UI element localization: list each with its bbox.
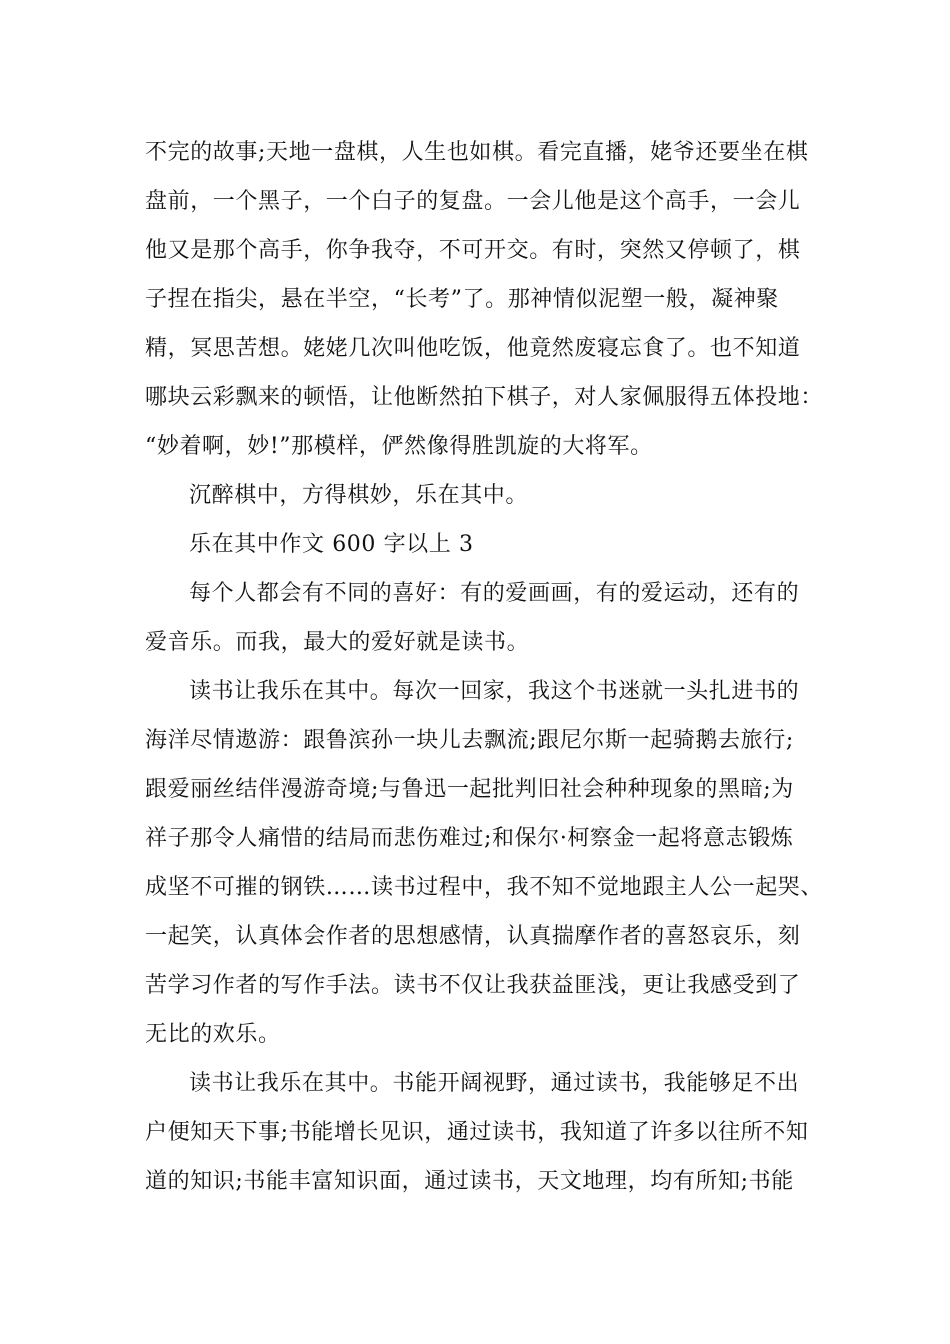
- text-line: 子捏在指尖，悬在半空，“长考”了。那神情似泥塑一般，凝神聚: [145, 287, 779, 312]
- paragraph-line: 沉醉棋中，方得棋妙，乐在其中。: [189, 483, 529, 508]
- text-line: 跟爱丽丝结伴漫游奇境;与鲁迅一起批判旧社会种种现象的黑暗;为: [145, 777, 794, 802]
- text-line: 不完的故事;天地一盘棋，人生也如棋。看完直播，姥爷还要坐在棋: [145, 140, 809, 165]
- text-line: 无比的欢乐。: [145, 1022, 281, 1047]
- paragraph-line: 读书让我乐在其中。每次一回家，我这个书迷就一头扎进书的: [189, 679, 800, 704]
- text-line: 盘前，一个黑子，一个白子的复盘。一会儿他是这个高手，一会儿: [145, 189, 801, 214]
- text-line: 苦学习作者的写作手法。读书不仅让我获益匪浅，更让我感受到了: [145, 973, 801, 998]
- text-line: 道的知识;书能丰富知识面，通过读书，天文地理，均有所知;书能: [145, 1169, 794, 1194]
- paragraph-line: 每个人都会有不同的喜好：有的爱画画，有的爱运动，还有的: [189, 581, 800, 606]
- text-line: 户便知天下事;书能增长见识，通过读书，我知道了许多以往所不知: [145, 1120, 809, 1145]
- section-heading: 乐在其中作文 600 字以上 3: [189, 532, 474, 557]
- text-line: 爱音乐。而我，最大的爱好就是读书。: [145, 630, 530, 655]
- text-line: 一起笑，认真体会作者的思想感情，认真揣摩作者的喜怒哀乐，刻: [145, 924, 801, 949]
- paragraph-line: 读书让我乐在其中。书能开阔视野，通过读书，我能够足不出: [189, 1071, 800, 1096]
- text-line: 成坚不可摧的钢铁……读书过程中，我不知不觉地跟主人公一起哭、: [145, 875, 824, 900]
- text-line: 哪块云彩飘来的顿悟，让他断然拍下棋子，对人家佩服得五体投地：: [145, 385, 824, 410]
- document-body: [145, 128, 824, 1206]
- text-line: “妙着啊，妙!”那模样，俨然像得胜凯旋的大将军。: [145, 434, 653, 459]
- text-line: 海洋尽情遨游：跟鲁滨孙一块儿去飘流;跟尼尔斯一起骑鹅去旅行;: [145, 728, 794, 753]
- text-line: 他又是那个高手，你争我夺，不可开交。有时，突然又停顿了，棋: [145, 238, 801, 263]
- text-line: 祥子那令人痛惜的结局而悲伤难过;和保尔·柯察金一起将意志锻炼: [145, 826, 794, 851]
- text-line: 精，冥思苦想。姥姥几次叫他吃饭，他竟然废寝忘食了。也不知道: [145, 336, 801, 361]
